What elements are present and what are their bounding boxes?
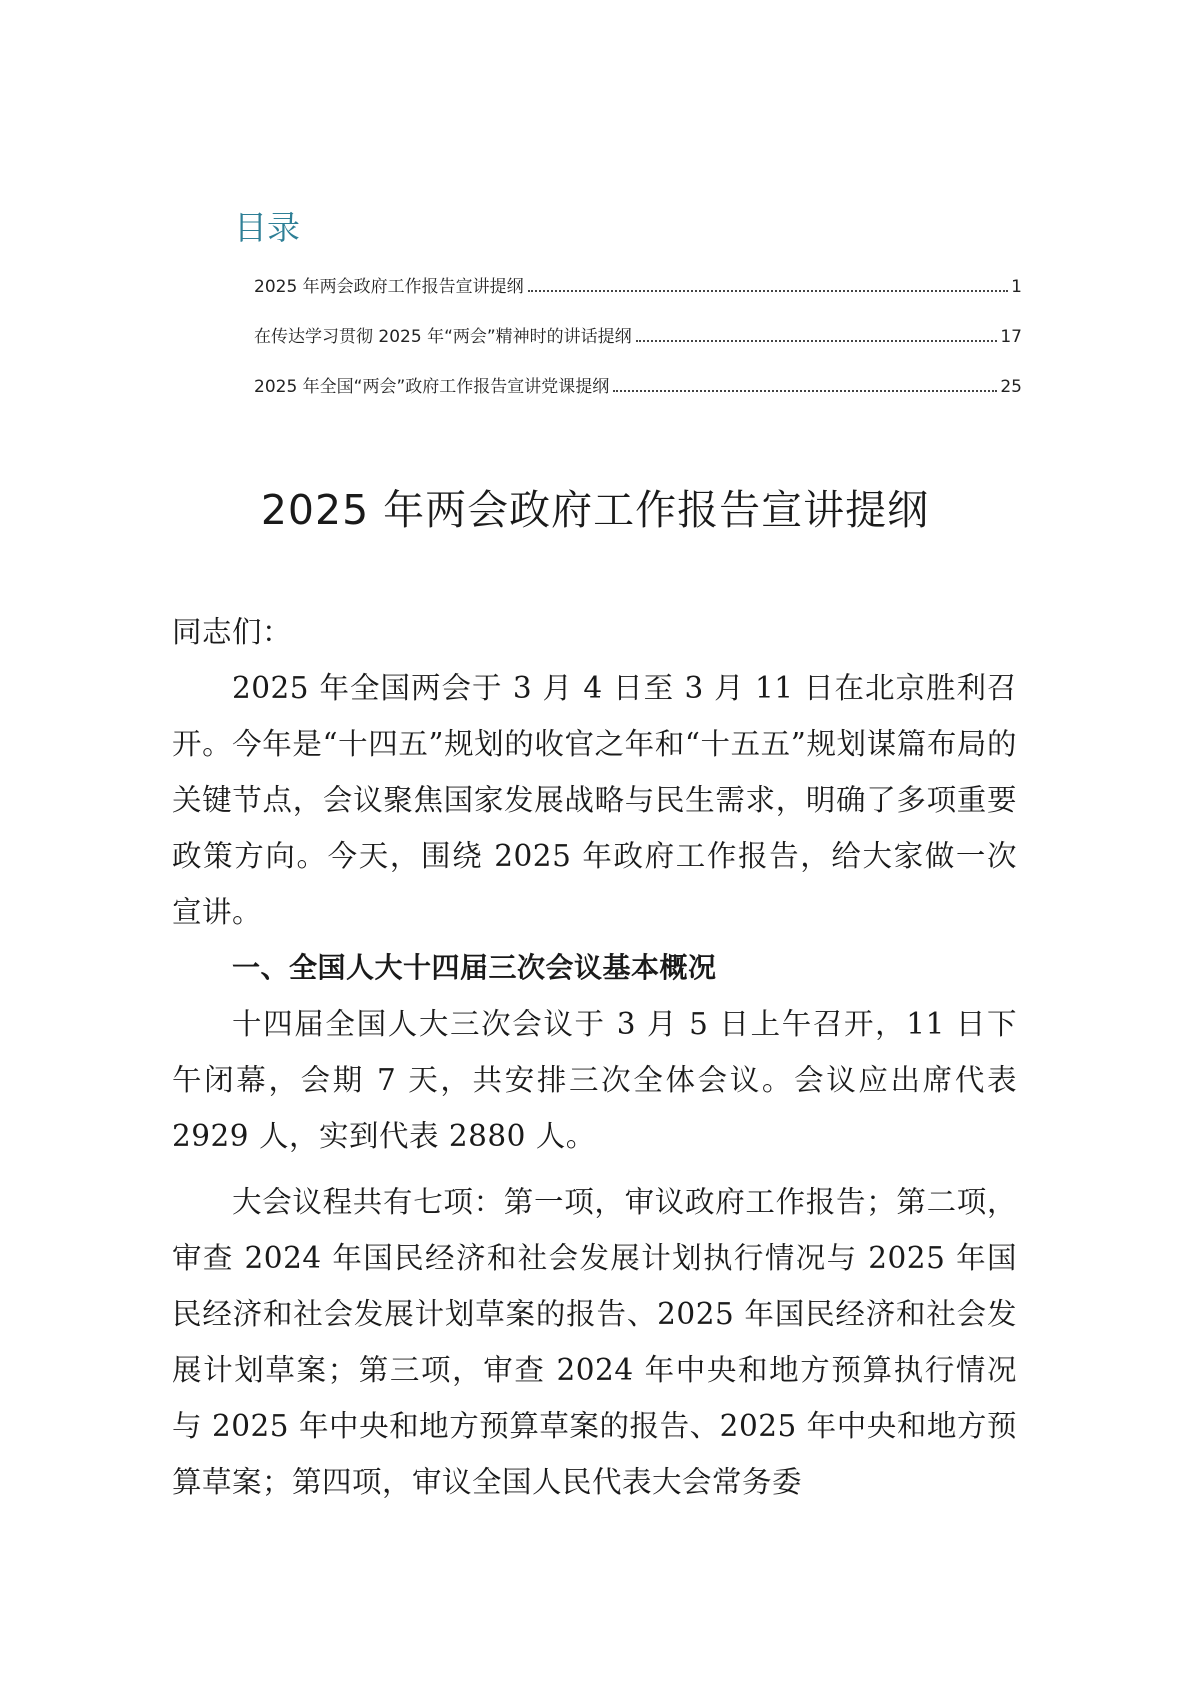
- document-title: 2025 年两会政府工作报告宣讲提纲: [260, 486, 930, 534]
- toc-entry-page: 1: [1011, 277, 1022, 297]
- section-heading: 一、全国人大十四届三次会议基本概况: [232, 951, 717, 984]
- toc-entry-text: 2025 年全国“两会”政府工作报告宣讲党课提纲: [254, 377, 610, 397]
- body-paragraph: 大会议程共有七项：第一项，审议政府工作报告；第二项，审查 2024 年国民经济和社会发展计划执行情况与 2025 年国民经济和社会发展计划草案的报告、2025 年国民经济和社会发展计划草案；第三项，审查 2024 年中央和地方预算执行情况与 2025 年中央和地方预算草案的报告、2025 年中央和地方预算草案；第四项，审议全国人民代表大会常务委: [172, 1185, 1017, 1499]
- toc-entry-page: 25: [1000, 377, 1022, 397]
- toc-entry[interactable]: [254, 322, 1022, 372]
- body-paragraph: 2025 年全国两会于 3 月 4 日至 3 月 11 日在北京胜利召开。今年是“十四五”规划的收官之年和“十五五”规划谋篇布局的关键节点，会议聚焦国家发展战略与民生需求，明确了多项重要政策方向。今天，围绕 2025 年政府工作报告，给大家做一次宣讲。: [172, 671, 1017, 929]
- toc-leader-dots: [636, 339, 998, 342]
- toc-entry-page: 17: [1000, 327, 1022, 347]
- toc-leader-dots: [613, 389, 997, 392]
- toc-entry[interactable]: [254, 372, 1022, 422]
- toc-leader-dots: [528, 289, 1009, 292]
- toc-entry[interactable]: [254, 272, 1022, 322]
- salutation: 同志们：: [172, 615, 293, 649]
- table-of-contents: [254, 272, 1022, 422]
- document-body: [172, 604, 1017, 1510]
- toc-title: 目录: [234, 208, 300, 247]
- toc-entry-text: 在传达学习贯彻 2025 年“两会”精神时的讲话提纲: [254, 327, 632, 347]
- body-paragraph: 十四届全国人大三次会议于 3 月 5 日上午召开，11 日下午闭幕，会期 7 天，共安排三次全体会议。会议应出席代表 2929 人，实到代表 2880 人。: [172, 1007, 1017, 1153]
- toc-entry-text: 2025 年两会政府工作报告宣讲提纲: [254, 277, 524, 297]
